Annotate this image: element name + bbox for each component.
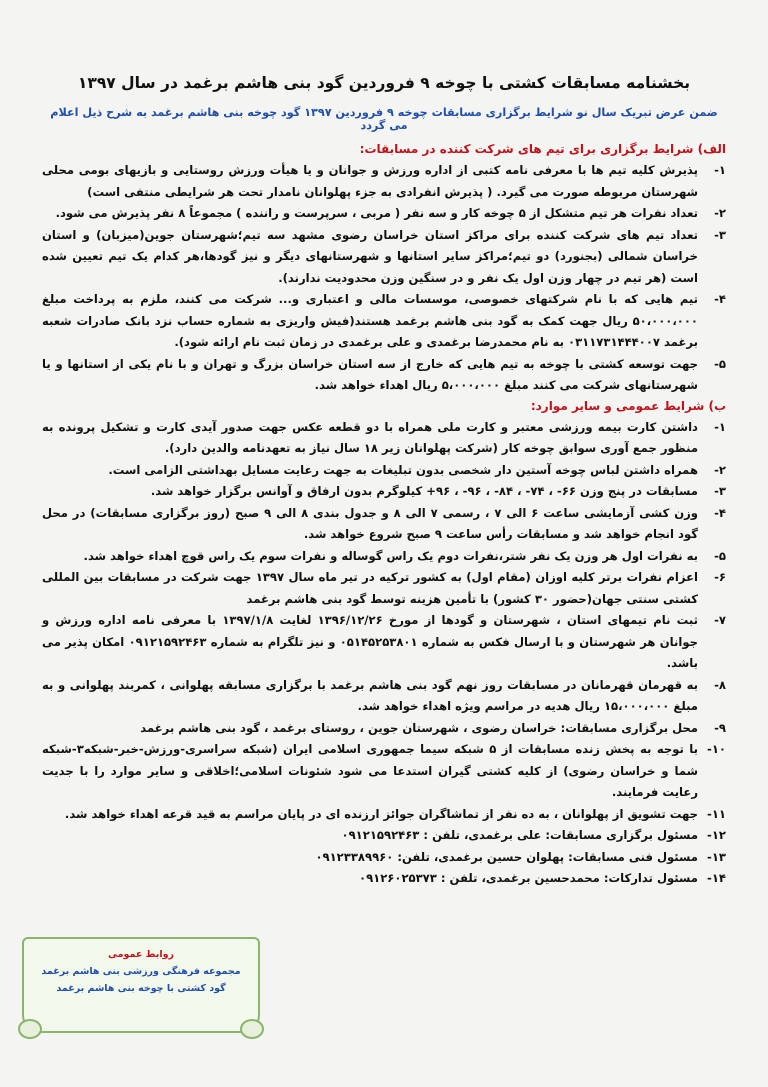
list-item: [42, 460, 726, 482]
item-number: ۵-: [714, 548, 726, 563]
list-item: [42, 567, 726, 610]
item-number: ۵-: [714, 356, 726, 371]
item-text: جهت توسعه کشتی با چوخه به تیم هایی که خارج از سه استان خراسان بزرگ و تهران و با نام یکی از استانها و یا شهرستانهای شرکت می کنند مبلغ ۵،۰۰۰،۰۰۰ ریال اهداء خواهد شد.: [42, 356, 698, 392]
scroll-curl-decoration: [18, 1019, 42, 1039]
item-text: تعداد تیم های شرکت کننده برای مراکز استان خراسان رضوی مشهد سه تیم؛شهرستان جوین(میزبان) و استان خراسان شمالی (بجنورد) دو تیم؛مراکز سایر استانها و شهرستانهای دیگر و نیز گودها،هر کدام یک تیم تعیین شده است (هر تیم در چهار وزن اول یک نفر و در سنگین وزن محدودیت ندارند).: [42, 227, 698, 285]
item-text: داشتن کارت بیمه ورزشی معتبر و کارت ملی همراه با دو قطعه عکس جهت صدور آیدی کارت و تشکیل پرونده به منظور جمع آوری سوابق چوخه کار (شرکت پهلوانان زیر ۱۸ سال نیاز به تعهدنامه والدین دارد).: [42, 419, 698, 455]
list-item: [42, 546, 726, 568]
item-text: تیم هایی که با نام شرکتهای خصوصی، موسسات مالی و اعتباری و... شرکت می کنند، ملزم به پرداخت مبلغ ۵۰،۰۰۰،۰۰۰ ریال جهت کمک به گود بنی هاشم برغمد هستند(فیش واریزی به شماره حساب نزد بانک صادرات شعبه برغمد ۰۳۱۱۷۳۱۴۴۴۰۰۷ به نام محمدرضا برغمدی و علی برغمدی در زمان ثبت نام ارائه شود).: [42, 292, 698, 349]
item-number: ۳-: [714, 227, 726, 242]
list-item: [42, 417, 726, 460]
item-text: اعزام نفرات برتر کلیه اوزان (مقام اول) به کشور ترکیه در تیر ماه سال ۱۳۹۷ جهت شرکت در مسابقات بین المللی کشتی سنتی جهان(حضور ۳۰ کشور) با تأمین هزینه توسط گود بنی هاشم برغمد: [42, 570, 698, 606]
stamp-line: روابط عمومی: [108, 949, 174, 960]
intro-text: ضمن عرض تبریک سال نو شرایط برگزاری مسابقات چوخه ۹ فروردین ۱۳۹۷ گود چوخه بنی هاشم برغمد به شرح ذیل اعلام می گردد: [50, 106, 718, 132]
item-number: ۱-: [714, 419, 726, 434]
item-text: مسئول برگزاری مسابقات: علی برغمدی، تلفن : ۰۹۱۲۱۵۹۲۴۶۳: [341, 828, 698, 842]
item-text: به نفرات اول هر وزن یک نفر شتر،نفرات دوم یک راس گوساله و نفرات سوم یک راس قوچ اهداء خواهد شد.: [83, 548, 698, 563]
section-a-list: [42, 160, 726, 397]
item-text: مسئول تدارکات: محمدحسین برغمدی، تلفن : ۰۹۱۲۶۰۲۵۳۷۳: [359, 871, 698, 885]
item-number: ۶-: [714, 570, 726, 584]
section-b-heading: ب) شرایط عمومی و سایر موارد:: [530, 398, 726, 413]
list-item: [42, 868, 726, 890]
item-text: تعداد نفرات هر تیم متشکل از ۵ چوخه کار و سه نفر ( مربی ، سرپرست و راننده ) مجموعاً ۸ نفر پذیرش می شود.: [55, 206, 698, 220]
item-number: ۴-: [714, 292, 726, 306]
item-text: ثبت نام تیمهای استان ، شهرستان و گودها از مورخ ۱۳۹۶/۱۲/۲۶ لغایت ۱۳۹۷/۱/۸ با معرفی نامه اداره ورزش و جوانان هر شهرستان و با ارسال فکس به شماره ۰۵۱۴۵۲۵۳۸۰۱ و نیز تلگرام به شماره ۰۹۱۲۱۵۹۲۴۶۳ امکان پذیر می باشد.: [42, 613, 699, 670]
item-text: پذیرش کلیه تیم ها با معرفی نامه کتبی از اداره ورزش و جوانان و یا هیأت ورزش روستایی و بازیهای بومی محلی شهرستان مربوطه صورت می گیرد. ( پذیرش انفرادی به جزء پهلوانان نامدار تحت هر شرایطی منتفی است): [42, 163, 698, 199]
item-text: با توجه به پخش زنده مسابقات از ۵ شبکه سیما جمهوری اسلامی ایران (شبکه سراسری-ورزش-خبر-شبکه۳-شبکه شما و خراسان رضوی) از کلیه کشتی گیران استدعا می شود شئونات اسلامی؛اخلاقی و سایر موارد را با جدیت رعایت فرمایند.: [42, 742, 698, 799]
item-text: وزن کشی آزمایشی ساعت ۶ الی ۷ ، رسمی ۷ الی ۸ و جدول بندی ۸ الی ۹ صبح (روز برگزاری مسابقات) در محل گود انجام خواهد شد و مسابقات رأس ساعت ۹ صبح شروع خواهد شد.: [42, 505, 699, 541]
list-item: [42, 610, 726, 675]
list-item: [42, 503, 726, 546]
item-text: جهت تشویق از پهلوانان ، به ده نفر از تماشاگران جوائز ارزنده ای در پایان مراسم به قید قرعه اهداء خواهد شد.: [64, 806, 698, 821]
item-number: ۳-: [714, 484, 726, 498]
list-item: [42, 675, 726, 718]
list-item: [42, 160, 726, 203]
list-item: [42, 225, 726, 290]
item-number: ۱۳-: [707, 849, 726, 864]
item-number: ۲-: [714, 462, 726, 477]
item-text: مسئول فنی مسابقات: پهلوان حسین برغمدی، تلفن: ۰۹۱۲۳۳۸۹۹۶۰: [315, 849, 698, 864]
document-title: بخشنامه مسابقات کشتی با چوخه ۹ فروردین گود بنی هاشم برغمد در سال ۱۳۹۷: [77, 74, 691, 92]
scroll-curl-decoration: [240, 1019, 264, 1039]
item-text: به قهرمان قهرمانان در مسابقات روز نهم گود بنی هاشم برغمد با برگزاری مسابقه پهلوانی ، کمربند پهلوانی و به مبلغ ۱۵،۰۰۰،۰۰۰ ریال هدیه در مراسم ویژه اهداء خواهد شد.: [42, 677, 698, 713]
list-item: [42, 203, 726, 225]
stamp-line: گود کشتی با چوخه بنی هاشم برغمد: [56, 983, 226, 994]
item-number: ۱۴-: [707, 871, 726, 885]
item-text: مسابقات در پنج وزن ۶۶- ، ۷۴- ، ۸۴- ، ۹۶- ، ۹۶+ کیلوگرم بدون ارفاق و آوانس برگزار خواهد شد.: [150, 484, 698, 498]
list-item: [42, 739, 726, 804]
list-item: [42, 718, 726, 740]
item-number: ۲-: [714, 206, 726, 220]
item-number: ۹-: [714, 720, 726, 735]
item-number: ۱۰-: [707, 742, 726, 756]
list-item: [42, 354, 726, 397]
item-number: ۱۲-: [707, 828, 726, 842]
stamp-line: مجموعه فرهنگی ورزشی بنی هاشم برغمد: [41, 966, 241, 977]
section-a-heading: الف) شرایط برگزاری برای تیم های شرکت کننده در مسابقات:: [359, 142, 726, 156]
item-number: ۴-: [714, 505, 726, 520]
item-number: ۱-: [714, 163, 726, 177]
list-item: [42, 481, 726, 503]
item-text: محل برگزاری مسابقات: خراسان رضوی ، شهرستان جوین ، روستای برغمد ، گود بنی هاشم برغمد: [140, 720, 698, 735]
item-text: همراه داشتن لباس چوخه آستین دار شخصی بدون تبلیغات به جهت رعایت مسایل بهداشتی الزامی است.: [108, 462, 698, 477]
list-item: [42, 289, 726, 354]
public-relations-stamp: [22, 937, 260, 1033]
list-item: [42, 804, 726, 826]
list-item: [42, 825, 726, 847]
list-item: [42, 847, 726, 869]
item-number: ۷-: [714, 613, 726, 627]
section-b-list: [42, 417, 726, 890]
item-number: ۸-: [714, 677, 726, 692]
item-number: ۱۱-: [707, 806, 726, 821]
